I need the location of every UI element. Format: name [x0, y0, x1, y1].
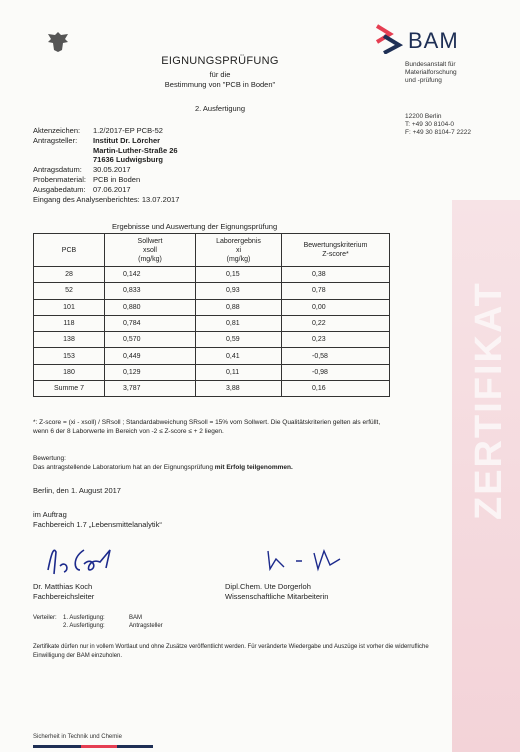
evaluation-result: mit Erfolg teilgenommen. — [214, 464, 293, 471]
probenmaterial: PCB in Boden — [93, 174, 141, 184]
table-row: 101 0,880 0,88 0,00 — [34, 299, 390, 315]
header-pcb: PCB — [34, 234, 105, 267]
evaluation: Bewertung: Das antragstellende Laboratorium hat an der Eignungsprüfung mit Erfolg teilgenommen. — [33, 455, 293, 471]
results-table — [33, 233, 390, 397]
signature-koch — [40, 540, 140, 580]
header-zscore: Bewertungskriterium Z-score* — [282, 234, 390, 267]
bam-logo-icon — [374, 24, 404, 54]
document-title: EIGNUNGSPRÜFUNG — [161, 55, 279, 67]
issue-number: 2. Ausfertigung — [194, 104, 246, 113]
signer-koch: Dr. Matthias Koch Fachbereichsleiter — [33, 582, 95, 601]
table-row: 153 0,449 0,41 -0,58 — [34, 348, 390, 364]
applicant-city: 71636 Ludwigsburg — [93, 155, 164, 165]
bam-address: 12200 Berlin T: +49 30 8104-0 F: +49 30 8104-7 2222 — [405, 113, 471, 136]
antragsdatum: 30.05.2017 — [93, 165, 131, 175]
footer-slogan: Sicherheit in Technik und Chemie — [33, 734, 122, 740]
certificate-watermark — [468, 480, 511, 520]
table-row: 118 0,784 0,81 0,22 — [34, 315, 390, 331]
on-behalf: im Auftrag Fachbereich 1.7 „Lebensmittelanalytik“ — [33, 510, 162, 529]
signer-dorgerloh: Dipl.Chem. Ute Dorgerloh Wissenschaftliche Mitarbeiterin — [225, 582, 329, 601]
table-row: 28 0,142 0,15 0,38 — [34, 267, 390, 283]
table-row-sum: Summe 7 3,787 3,88 0,16 — [34, 381, 390, 397]
bam-brand: BAM — [408, 28, 459, 53]
place-date: Berlin, den 1. August 2017 — [33, 486, 121, 495]
federal-eagle-icon — [44, 28, 72, 56]
footer-stripe — [33, 745, 153, 748]
distribution-list: Verteiler: 1. Ausfertigung: BAM 2. Ausfertigung: Antragsteller — [33, 615, 163, 629]
table-row: 180 0,129 0,11 -0,98 — [34, 364, 390, 380]
certificate-note: Zertifikate dürfen nur in vollem Wortlaut und ohne Zusätze veröffentlicht werden. Für veränderte Wiedergabe und Auszüge ist vorher die widerrufliche Einwilligung der BAM einzuholen. — [33, 644, 429, 659]
bam-subtitle: Bundesanstalt für Materialforschung und -prüfung — [405, 61, 457, 84]
eingang: Eingang des Analysenberichtes: 13.07.2017 — [33, 194, 180, 204]
document-subtitle: für die Bestimmung von "PCB in Boden" — [164, 70, 276, 89]
header-laborergebnis: Laborergebnis xi (mg/kg) — [196, 234, 282, 267]
header-sollwert: Sollwert xsoll (mg/kg) — [105, 234, 196, 267]
ausgabedatum: 07.06.2017 — [93, 184, 131, 194]
table-row: 138 0,570 0,59 0,23 — [34, 332, 390, 348]
table-title: Ergebnisse und Auswertung der Eignungsprüfung — [112, 222, 278, 231]
table-row: 52 0,833 0,93 0,78 — [34, 283, 390, 299]
applicant-street: Martin-Luther-Straße 26 — [93, 145, 178, 155]
meta-block: Aktenzeichen: 1.2/2017-EP PCB-52 Antragsteller: Institut Dr. Lörcher Martin-Luther-Straße 26 71636 Ludwigsburg Antragsdatum: 30.05.2017 Probenmaterial: PCB in Boden Ausgabedatum: 07.06.2017 Eingang des Analysenberichtes: 13.07.2017 — [33, 126, 180, 204]
footnote: *: Z-score = (xi - xsoll) / SRsoll ; Standardabweichung SRsoll = 15% vom Sollwert. Die Qualitätskriterien gelten als erfüllt, wenn 6 der 8 Laborwerte im Bereich von -2 ≤ Z-score ≤ + 2 liegen. — [33, 419, 381, 435]
signature-dorgerloh — [262, 545, 352, 575]
aktenzeichen: 1.2/2017-EP PCB-52 — [93, 126, 163, 135]
applicant-name: Institut Dr. Lörcher — [93, 135, 161, 145]
